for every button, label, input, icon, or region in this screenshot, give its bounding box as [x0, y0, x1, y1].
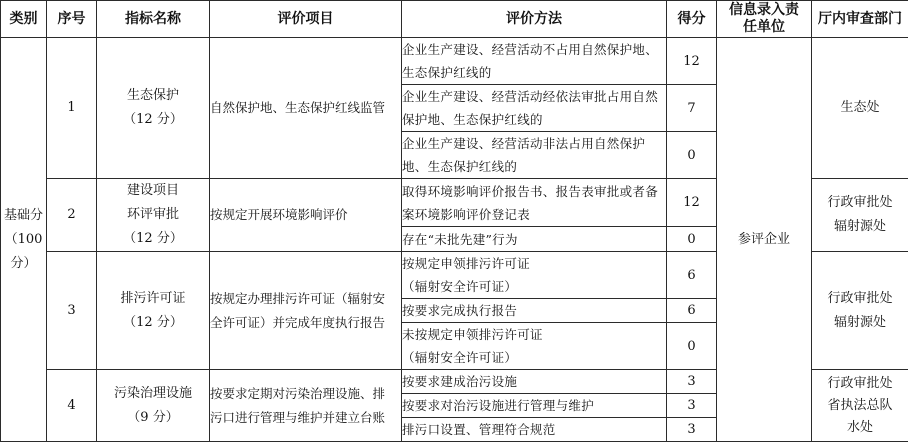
method-text: 按要求完成执行报告	[402, 299, 667, 323]
header-item: 评价项目	[210, 1, 402, 38]
score-value: 3	[667, 418, 717, 442]
method-text: 企业生产建设、经营活动非法占用自然保护地、生态保护红线的	[402, 132, 667, 179]
method-text: 按要求对治污设施进行管理与维护	[402, 394, 667, 418]
method-text: 按规定申领排污许可证（辐射安全许可证）	[402, 252, 667, 299]
dept-cell: 行政审批处 省执法总队 水处	[812, 370, 908, 442]
score-value: 12	[667, 38, 717, 85]
score-value: 6	[667, 252, 717, 299]
method-text: 未按规定申领排污许可证（辐射安全许可证）	[402, 323, 667, 370]
dept-cell: 行政审批处 辐射源处	[812, 179, 908, 252]
header-seq: 序号	[47, 1, 97, 38]
score-value: 12	[667, 179, 717, 227]
score-value: 7	[667, 85, 717, 132]
method-text: 存在“未批先建”行为	[402, 227, 667, 252]
method-text: 企业生产建设、经营活动不占用自然保护地、生态保护红线的	[402, 38, 667, 85]
header-method: 评价方法	[402, 1, 667, 38]
indicator-name: 建设项目环评审批 （12 分）	[97, 179, 210, 252]
evaluation-item: 自然保护地、生态保护红线监管	[210, 38, 402, 179]
dept-cell: 行政审批处 辐射源处	[812, 252, 908, 370]
unit-cell: 参评企业	[717, 38, 812, 442]
header-dept: 厅内审查部门	[812, 1, 908, 38]
evaluation-item: 按要求定期对污染治理设施、排污口进行管理与维护并建立台账	[210, 370, 402, 442]
method-text: 企业生产建设、经营活动经依法审批占用自然保护地、生态保护红线的	[402, 85, 667, 132]
score-value: 3	[667, 394, 717, 418]
seq-cell: 1	[47, 38, 97, 179]
dept-cell: 生态处	[812, 38, 908, 179]
indicator-name: 生态保护 （12 分）	[97, 38, 210, 179]
header-row	[1, 1, 908, 38]
header-category: 类别	[1, 1, 47, 38]
score-value: 0	[667, 227, 717, 252]
header-score: 得分	[667, 1, 717, 38]
evaluation-item: 按规定开展环境影响评价	[210, 179, 402, 252]
header-unit: 信息录入责任单位	[717, 1, 812, 38]
seq-cell: 4	[47, 370, 97, 442]
method-text: 排污口设置、管理符合规范	[402, 418, 667, 442]
seq-cell: 3	[47, 252, 97, 370]
score-value: 3	[667, 370, 717, 394]
indicator-name: 污染治理设施 （9 分）	[97, 370, 210, 442]
category-cell: 基础分（100分）	[1, 38, 47, 442]
indicator-name: 排污许可证 （12 分）	[97, 252, 210, 370]
evaluation-item: 按规定办理排污许可证（辐射安全许可证）并完成年度执行报告	[210, 252, 402, 370]
method-text: 取得环境影响评价报告书、报告表审批或者备案环境影响评价登记表	[402, 179, 667, 227]
score-value: 0	[667, 323, 717, 370]
seq-cell: 2	[47, 179, 97, 252]
method-text: 按要求建成治污设施	[402, 370, 667, 394]
score-value: 6	[667, 299, 717, 323]
score-value: 0	[667, 132, 717, 179]
table-row	[1, 38, 908, 85]
header-indicator: 指标名称	[97, 1, 210, 38]
